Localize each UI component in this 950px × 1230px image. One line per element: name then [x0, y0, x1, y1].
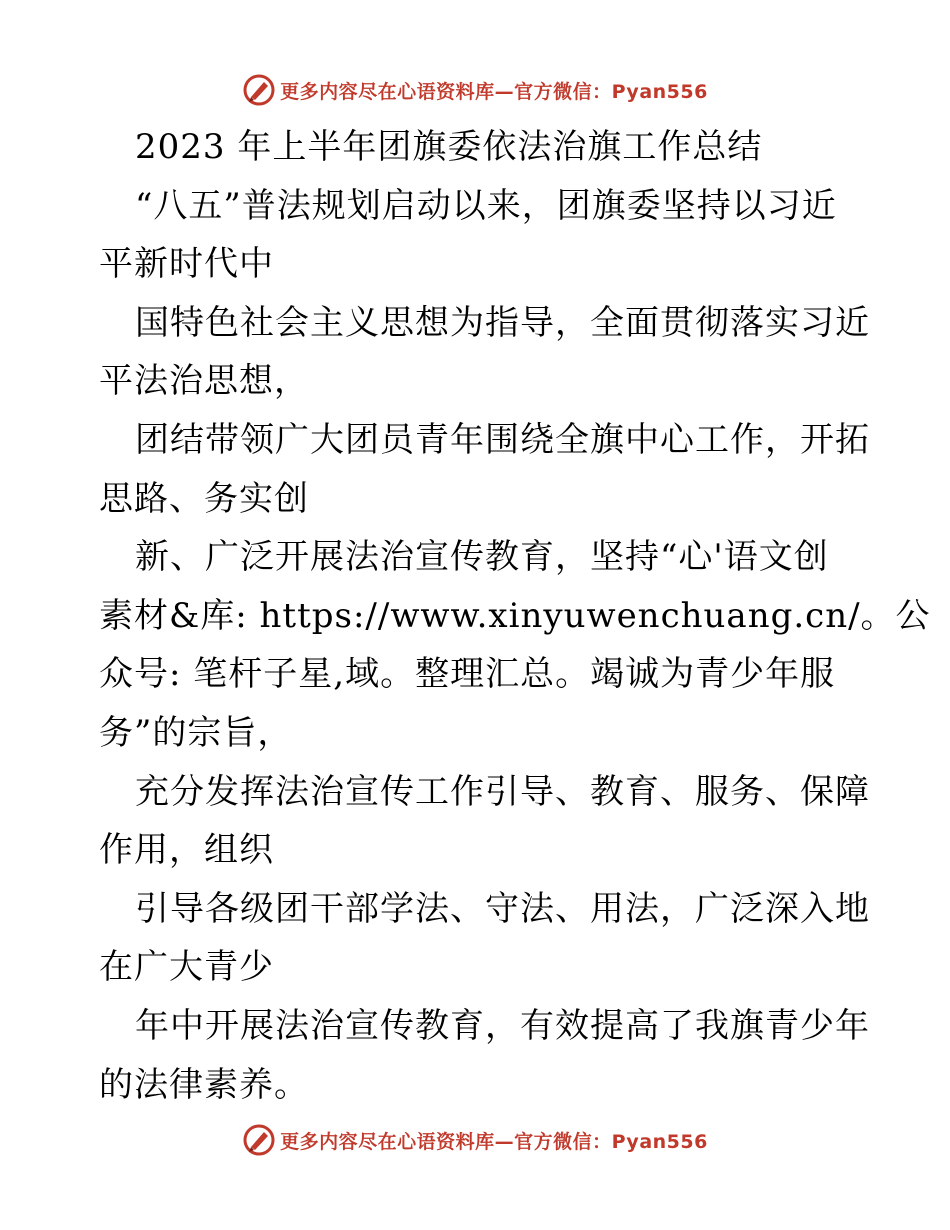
- document-body: [99, 118, 931, 1114]
- paragraph-line: 年中开展法治宣传教育，有效提高了我旗青少年: [135, 1005, 870, 1046]
- paragraph-line: 在广大青少: [99, 947, 274, 988]
- paragraph-line: 国特色社会主义思想为指导，全面贯彻落实习近: [135, 302, 870, 343]
- watermark-text: 更多内容尽在心语资料库—官方微信：Pyan556: [280, 1130, 708, 1153]
- paragraph-line: 众号: 笔杆子星,域。整理汇总。竭诚为青少年服: [99, 654, 836, 695]
- document-title: 2023 年上半年团旗委依法治旗工作总结: [135, 127, 763, 167]
- header-watermark-banner: [0, 68, 950, 112]
- paragraph-line: 引导各级团干部学法、守法、用法，广泛深入地: [135, 888, 870, 929]
- paragraph-line: 充分发挥法治宣传工作引导、教育、服务、保障: [135, 771, 870, 812]
- pen-logo-icon: [242, 1123, 276, 1157]
- paragraph-line: 平新时代中: [99, 244, 274, 285]
- paragraph-line: 的法律素养。: [99, 1064, 309, 1105]
- paragraph-line: 务”的宗旨，: [99, 712, 293, 753]
- paragraph-line: 作用，组织: [99, 830, 274, 871]
- paragraph-line: 团结带领广大团员青年围绕全旗中心工作，开拓: [135, 419, 870, 460]
- paragraph-line: 新、广泛开展法治宣传教育，坚持“心'语文创: [135, 537, 829, 578]
- watermark-text: 更多内容尽在心语资料库—官方微信：Pyan556: [280, 80, 708, 103]
- paragraph-line: 思路、务实创: [99, 478, 309, 519]
- paragraph-line: “八五”普法规划启动以来，团旗委坚持以习近: [135, 185, 837, 226]
- pen-logo-icon: [242, 73, 276, 107]
- paragraph-line: 平法治思想，: [99, 361, 309, 402]
- paragraph-line: 素材&库: https://www.xinyuwenchuang.cn/。公: [99, 595, 931, 636]
- footer-watermark-banner: [0, 1118, 950, 1162]
